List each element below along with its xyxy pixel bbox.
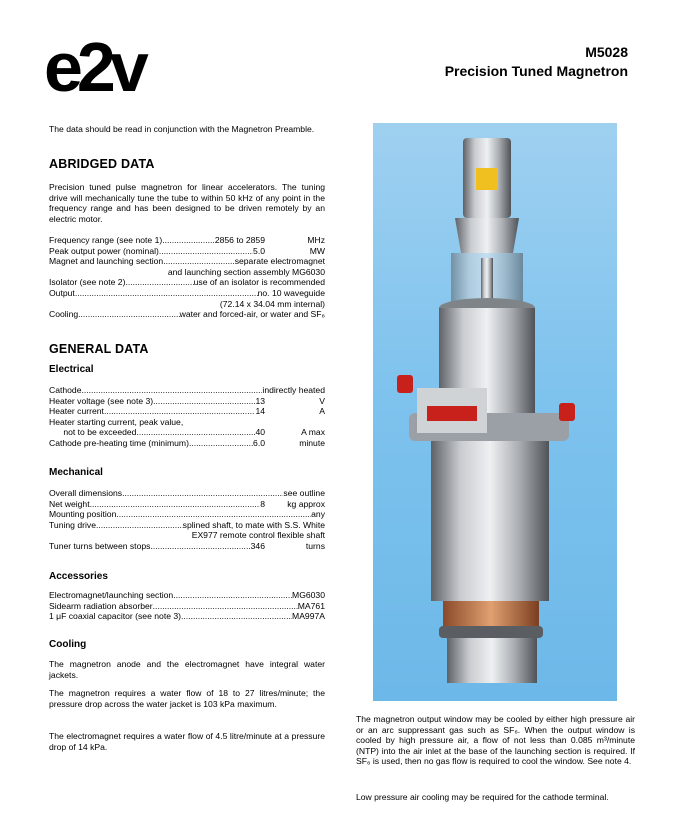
spec-label: Electromagnet/launching section: [49, 590, 174, 600]
spec-unit: V: [319, 395, 325, 406]
spec-leader: [75, 288, 258, 299]
spec-row: [49, 246, 325, 257]
spec-leader: [125, 277, 193, 288]
spec-row: [49, 611, 325, 622]
spec-value: 6.0: [253, 437, 265, 448]
spec-label: Heater current: [49, 406, 104, 417]
spec-unit: MHz: [307, 235, 325, 245]
spec-label: Net weight: [49, 498, 90, 509]
spec-leader: [159, 246, 253, 257]
spec-value: splined shaft, to mate with S.S. White: [182, 519, 325, 530]
spec-value: see outline: [283, 488, 325, 498]
magnetron-illustration: [373, 123, 617, 701]
mechanical-heading: Mechanical: [49, 467, 103, 478]
spec-row: [49, 590, 325, 601]
mechanical-table: [49, 488, 325, 552]
spec-leader: [82, 385, 263, 396]
spec-label: Tuning drive: [49, 519, 96, 530]
spec-leader: [96, 520, 183, 531]
spec-continuation: (72.14 x 34.04 mm internal): [219, 298, 325, 309]
spec-row: [49, 541, 325, 552]
spec-value: 8: [260, 498, 265, 509]
spec-row: [49, 406, 325, 417]
spec-leader: [181, 611, 292, 622]
spec-leader: [90, 499, 261, 510]
spec-label: Sidearm radiation absorber: [49, 600, 153, 611]
product-code: M5028: [585, 44, 628, 60]
spec-label: Cooling: [49, 309, 79, 320]
spec-label: not to be exceeded: [49, 427, 137, 438]
magnetron-photo: [373, 123, 617, 701]
window-cooling-paragraph: The magnetron output window may be cooled by either high pressure air or an arc suppressant gas such as SF₆. When the output window is cooled by high pressure air, a flow of not less than 0.085 m³/minute (NTP) into the air inlet at the base of the launching section is required. If SF₆ is used, then no gas flow is required to cool the window. See note 4.: [356, 714, 635, 767]
spec-leader: [153, 396, 255, 407]
spec-unit: A: [319, 406, 325, 417]
spec-row: [49, 601, 325, 612]
spec-value: no. 10 waveguide: [257, 287, 325, 298]
spec-leader: [189, 438, 253, 449]
spec-value: MA997A: [292, 611, 325, 622]
spec-value: MG6030: [292, 590, 325, 600]
spec-row: [49, 509, 325, 520]
intro-text: The data should be read in conjunction with the Magnetron Preamble.: [49, 124, 315, 134]
spec-unit: turns: [305, 540, 325, 551]
spec-unit: MW: [309, 245, 325, 256]
spec-leader: [173, 590, 292, 601]
spec-row: [49, 277, 325, 288]
spec-leader: [153, 601, 298, 612]
spec-leader: [78, 309, 180, 320]
spec-label: Frequency range (see note 1): [49, 235, 163, 245]
general-heading: GENERAL DATA: [49, 342, 149, 356]
spec-value: 5.0: [253, 245, 265, 256]
spec-label: Output: [49, 287, 75, 298]
spec-value: use of an isolator is recommended: [193, 277, 325, 288]
spec-label: Cathode pre-heating time (minimum): [49, 437, 189, 448]
spec-label: 1 μF coaxial capacitor (see note 3): [49, 611, 182, 622]
spec-row: [49, 309, 325, 320]
cooling-paragraph-3: The electromagnet requires a water flow of 4.5 litre/minute at a pressure drop of 14 kPa.: [49, 731, 325, 752]
spec-label: Mounting position: [49, 509, 117, 520]
spec-row: [49, 396, 325, 407]
spec-value: any: [311, 509, 325, 520]
accessories-heading: Accessories: [49, 571, 108, 582]
cooling-paragraph-2: The magnetron requires a water flow of 18 to 27 litres/minute; the pressure drop across the water jacket is 103 kPa maximum.: [49, 688, 325, 709]
spec-leader: [122, 488, 283, 499]
cathode-cooling-paragraph: Low pressure air cooling may be required for the cathode terminal.: [356, 792, 609, 802]
abridged-heading: ABRIDGED DATA: [49, 157, 155, 171]
spec-row: [49, 256, 325, 267]
spec-value: indirectly heated: [262, 385, 325, 395]
spec-value: MA761: [297, 600, 325, 611]
abridged-description: Precision tuned pulse magnetron for linear accelerators. The tuning drive will mechanically tune the tube to within 50 kHz of any point in the frequency range and has been designed to be driven remotely by an electric motor.: [49, 182, 325, 224]
spec-leader: [162, 235, 215, 246]
spec-continuation: and launching section assembly MG6030: [167, 266, 325, 277]
product-title: Precision Tuned Magnetron: [444, 63, 628, 79]
spec-leader: [163, 256, 235, 267]
cooling-paragraph-1: The magnetron anode and the electromagnet have integral water jackets.: [49, 659, 325, 680]
e2v-logo: e2v: [44, 28, 143, 106]
spec-label: Isolator (see note 2): [49, 277, 126, 288]
electrical-table: [49, 385, 325, 449]
spec-value: separate electromagnet: [234, 256, 325, 267]
spec-value: 2856 to 2859: [214, 235, 265, 245]
spec-value: 14: [255, 406, 265, 417]
cooling-heading: Cooling: [49, 639, 87, 650]
spec-unit: minute: [299, 437, 325, 448]
abridged-table: [49, 235, 325, 320]
spec-row: [49, 235, 325, 246]
spec-row: [49, 499, 325, 510]
spec-label-line: Heater starting current, peak value,: [49, 416, 184, 427]
spec-label: Tuner turns between stops: [49, 540, 151, 551]
spec-label: Overall dimensions: [49, 488, 123, 498]
spec-value: 13: [255, 395, 265, 406]
spec-label: Heater voltage (see note 3): [49, 395, 154, 406]
electrical-heading: Electrical: [49, 364, 94, 375]
spec-label: Cathode: [49, 385, 82, 395]
spec-row: [49, 520, 325, 531]
spec-row: [49, 385, 325, 396]
spec-value: 40: [255, 427, 265, 438]
spec-leader: [150, 541, 250, 552]
spec-continuation: EX977 remote control flexible shaft: [191, 530, 325, 541]
spec-value: 346: [250, 540, 265, 551]
spec-leader: [116, 509, 311, 520]
spec-leader: [136, 427, 255, 438]
spec-row: [49, 438, 325, 449]
spec-label: Magnet and launching section: [49, 256, 164, 267]
spec-leader: [104, 406, 256, 417]
spec-label: Peak output power (nominal): [49, 245, 159, 256]
spec-unit: A max: [301, 427, 325, 438]
spec-row: [49, 488, 325, 499]
spec-unit: kg approx: [287, 498, 325, 509]
spec-value: water and forced-air, or water and SF₆: [179, 309, 325, 320]
spec-row: [49, 427, 325, 438]
accessories-table: [49, 590, 325, 622]
spec-row: [49, 288, 325, 299]
